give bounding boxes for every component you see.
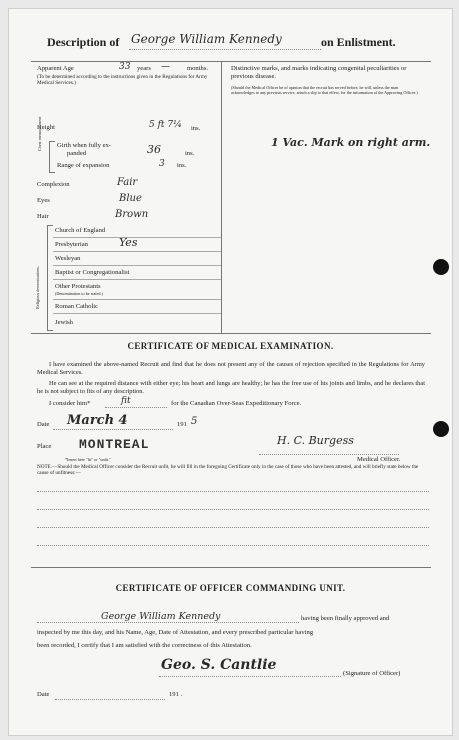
religion-jewish: Jewish: [55, 319, 73, 326]
officer-signature-label: (Signature of Officer): [343, 670, 401, 677]
height-unit: ins.: [191, 125, 201, 132]
consider-line: [105, 407, 167, 408]
medical-officer-signature: H. C. Burgess: [277, 434, 354, 447]
unfitness-line: [37, 491, 429, 492]
months-label: months.: [187, 65, 209, 72]
hair-label: Hair: [37, 213, 49, 220]
officer-line-3: been recorded, I certify that I am satisfied with the correctness of this Attestation.: [37, 642, 252, 649]
religion-roman-catholic: Roman Catholic: [55, 303, 99, 310]
unfitness-line: [37, 527, 429, 528]
description-prefix: Description of: [47, 35, 120, 49]
other-protestants-note: (Denomination to be stated.): [55, 291, 103, 296]
officer-name-line: [37, 622, 299, 623]
officer-line-2: inspected by me this day, and his Name, Age, Date of Attestation, and every prescribed particular having: [37, 629, 314, 636]
chest-side-label: Chest measure-ment: [37, 116, 42, 151]
consider-suffix: for the Canadian Over-Seas Expeditionary Force.: [171, 400, 302, 407]
religion-mark-presbyterian: Yes: [119, 236, 138, 249]
height-value: 5 ft 7¼: [149, 120, 182, 130]
officer-recruit-name: George William Kennedy: [101, 611, 221, 622]
complexion-label: Complexion: [37, 181, 70, 188]
officer-date-line: [55, 699, 165, 700]
religion-other-protestants: Other Protestants: [55, 283, 101, 290]
unfitness-line: [37, 545, 429, 546]
recruit-name: George William Kennedy: [131, 32, 282, 46]
officer-signature: Geo. S. Cantlie: [161, 657, 277, 673]
girth-unit: ins.: [185, 150, 195, 157]
name-line: [129, 49, 321, 50]
girth-value: 36: [147, 143, 161, 156]
religion-baptist: Baptist or Congregationalist: [55, 269, 130, 276]
attestation-form-page: [8, 8, 453, 736]
description-suffix: on Enlistment.: [321, 35, 396, 49]
place-label: Place: [37, 443, 52, 450]
top-rule: [31, 61, 431, 62]
age-note: (To be determined according to the instructions given in the Regulations for Army Medical Services.): [37, 74, 208, 86]
range-label: Range of expansion: [57, 162, 110, 169]
apparent-age-label: Apparent Age: [37, 65, 74, 72]
insert-note: *Insert here "fit" or "unfit.": [65, 457, 112, 462]
range-unit: ins.: [177, 162, 187, 169]
religion-presbyterian: Presbyterian: [55, 241, 88, 248]
eyes-label: Eyes: [37, 197, 50, 204]
officer-sign-line: [259, 454, 399, 455]
consider-prefix: I consider him*: [49, 400, 91, 407]
medical-date-value: March 4: [67, 413, 128, 428]
medical-para-1: I have examined the above-named Recruit and find that he does not present any of the causes of rejection specified in the Regulations for Army Medical Services.: [37, 361, 425, 376]
distinctive-marks-note: (Should the Medical Officer be of opinion that the recruit has served before, he will, unless the man acknowledges to any previous service, attach a slip to that effect, for the information of the Approving Officer.): [231, 85, 418, 95]
medical-para-2: He can see at the required distance with either eye; his heart and lungs are healthy; he has the free use of his joints and limbs, and he declares that he is not subject to fits of any description.: [37, 380, 425, 395]
hair-value: Brown: [115, 209, 149, 220]
officer-line-1-suffix: having been finally approved and: [301, 615, 390, 622]
years-label: years: [137, 65, 151, 72]
complexion-value: Fair: [117, 177, 138, 188]
officer-date-suffix: 191 .: [169, 691, 183, 698]
religion-church-of-england: Church of England: [55, 227, 106, 234]
punch-hole: [433, 259, 449, 275]
officer-date-label: Date: [37, 691, 50, 698]
officer-title: CERTIFICATE OF OFFICER COMMANDING UNIT.: [115, 583, 346, 593]
medical-date-label: Date: [37, 421, 50, 428]
religion-row-rule: [53, 299, 221, 300]
place-stamp: MONTREAL: [79, 437, 150, 452]
punch-hole: [433, 421, 449, 437]
officer-signature-line: [159, 676, 341, 677]
consider-value: fit: [121, 396, 131, 406]
months-value: —: [161, 62, 170, 72]
religion-row-rule: [53, 313, 221, 314]
eyes-value: Blue: [119, 193, 142, 204]
girth-label-1: Girth when fully ex-: [57, 142, 112, 149]
religion-row-rule: [53, 279, 221, 280]
medical-year-value: 5: [191, 416, 198, 427]
medical-top-rule: [31, 333, 431, 334]
religion-row-rule: [53, 251, 221, 252]
officer-top-rule: [31, 567, 431, 568]
medical-date-line: [53, 429, 173, 430]
religion-side-label: Religious denominations.: [35, 266, 40, 309]
chest-bracket: [49, 141, 55, 173]
girth-label-2: panded: [67, 150, 87, 157]
column-divider: [221, 61, 222, 333]
medical-officer-label: Medical Officer.: [357, 456, 401, 463]
religion-wesleyan: Wesleyan: [55, 255, 81, 262]
religion-bracket: [47, 225, 53, 331]
height-label: Height: [37, 124, 55, 131]
unfitness-line: [37, 509, 429, 510]
medical-note: NOTE.—Should the Medical Officer consider the Recruit unfit, he will fill in the foregoing Certificate only in the case of those who have been attested, and will briefly state below the cause of unfitness:—: [37, 464, 419, 476]
range-value: 3: [159, 159, 165, 169]
years-value: 33: [119, 62, 131, 72]
distinctive-marks-value: 1 Vac. Mark on right arm.: [271, 136, 431, 149]
medical-year-printed: 191: [177, 421, 187, 428]
medical-title: CERTIFICATE OF MEDICAL EXAMINATION.: [127, 341, 334, 351]
distinctive-marks-heading: Distinctive marks, and marks indicating congenital peculiarities or previous disease.: [231, 65, 407, 80]
religion-row-rule: [53, 265, 221, 266]
